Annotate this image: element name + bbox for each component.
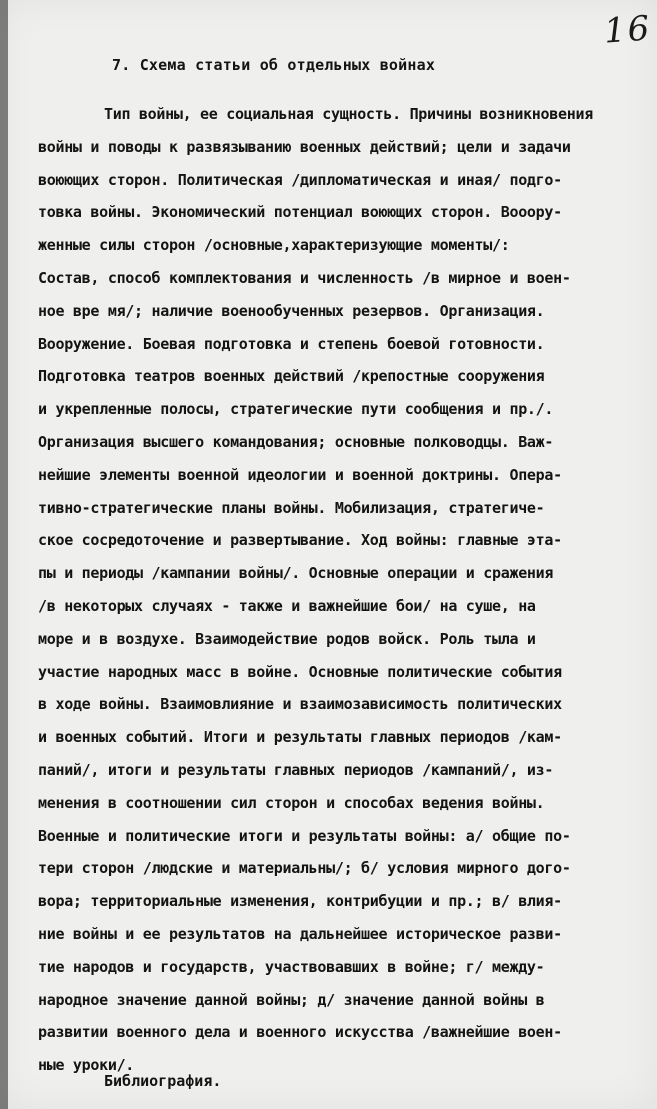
bibliography-heading: Библиография. <box>104 1072 222 1090</box>
body-line: ние войны и ее результатов на дальнейшее историческое разви- <box>38 925 562 943</box>
body-line: /в некоторых случаях - также и важнейшие бои/ на суше, на <box>38 597 536 615</box>
body-line: женные силы сторон /основные,характеризующие моменты/: <box>38 236 510 255</box>
body-line: паний/, итоги и результаты главных периодов /кампаний/, из- <box>38 761 554 779</box>
body-line: тие народов и государств, участвовавших в войне; г/ между- <box>38 957 545 976</box>
page-number: 16 <box>602 8 653 52</box>
body-line: в ходе войны. Взаимовлияние и взаимозависимость политических <box>38 695 562 714</box>
body-line: и военных событий. Итоги и результаты главных периодов /кам- <box>38 728 562 747</box>
body-line: тери сторон /людские и материальны/; б/ условия мирного дого- <box>38 859 571 878</box>
body-line: Военные и политические итоги и результаты войны: а/ общие по- <box>38 826 571 845</box>
body-line: участие народных масс в войне. Основные политические события <box>38 662 562 681</box>
body-line: вора; территориальные изменения, контрибуции и пр.; в/ влия- <box>38 892 562 911</box>
scan-edge <box>0 0 8 1109</box>
body-line: Организация высшего командования; основные полководцы. Важ- <box>38 433 554 451</box>
body-line: ное вре мя/; наличие военообученных резервов. Организация. <box>38 301 545 320</box>
body-line: развитии военного дела и военного искусства /важнейшие воен- <box>38 1023 562 1042</box>
body-line: нейшие элементы военной идеологии и военной доктрины. Опера- <box>38 465 562 484</box>
body-line: ское сосредоточение и развертывание. Ход войны: главные эта- <box>38 531 562 550</box>
body-line: менения в соотношении сил сторон и способах ведения войны. <box>38 793 545 812</box>
body-line: море и в воздухе. Взаимодействие родов войск. Роль тыла и <box>38 629 536 648</box>
body-line: войны и поводы к развязыванию военных действий; цели и задачи <box>38 137 571 156</box>
body-line: и укрепленные полосы, стратегические пути сообщения и пр./. <box>38 400 554 419</box>
body-line: тивно-стратегические планы войны. Мобилизация, стратегиче- <box>38 498 545 517</box>
body-line: Подготовка театров военных действий /крепостные сооружения <box>38 367 545 386</box>
body-line: товка войны. Экономический потенциал воюющих сторон. Вооору- <box>38 203 562 222</box>
section-title: 7. Схема статьи об отдельных войнах <box>112 56 436 74</box>
body-line: Вооружение. Боевая подготовка и степень боевой готовности. <box>38 334 545 353</box>
body-line: Состав, способ комплектования и численность /в мирное и воен- <box>38 269 571 287</box>
body-line: воюющих сторон. Политическая /дипломатическая и иная/ подго- <box>38 170 562 189</box>
body-line: народное значение данной войны; д/ значение данной войны в <box>38 990 545 1009</box>
body-line: ные уроки/. <box>38 1056 135 1075</box>
body-line: пы и периоды /кампании войны/. Основные операции и сражения <box>38 564 554 583</box>
body-line: Тип войны, ее социальная сущность. Причины возникновения <box>104 105 593 123</box>
